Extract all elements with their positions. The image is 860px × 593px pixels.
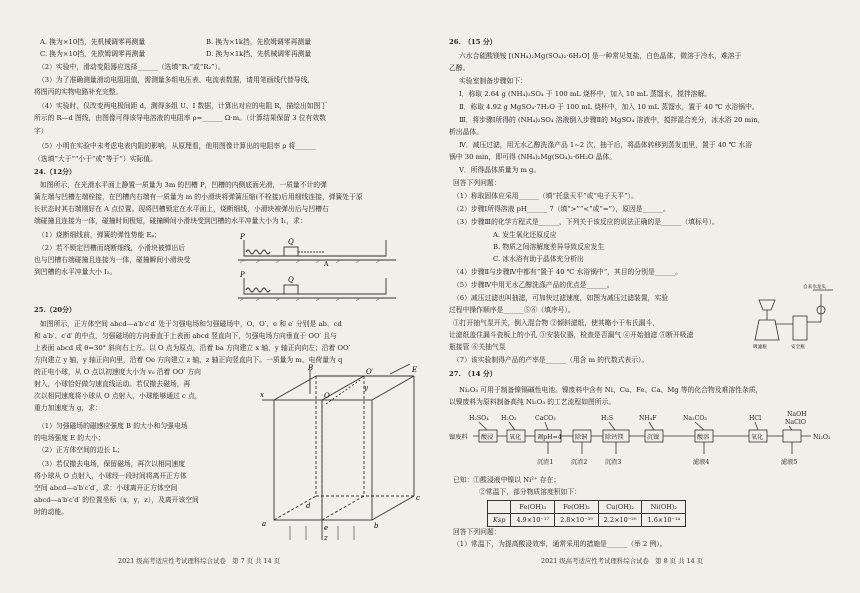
flask-label: 吸滤瓶 xyxy=(753,345,767,350)
q26-part6-steps: 瓶接管 ⑥关抽气泵 xyxy=(449,343,506,351)
ksp-header-cell: Fe(OH)₂ xyxy=(555,501,599,514)
step-raw: 镍废料 xyxy=(449,434,468,441)
filter-apparatus xyxy=(749,280,841,350)
ksp-header-cell: Ni(OH)₂ xyxy=(642,501,686,514)
step-acid-leach: 酸浸 xyxy=(481,434,494,441)
q23-part5b: （选填“大于”“小于”或“等于”）实际值。 xyxy=(34,155,157,163)
label-b: b xyxy=(374,522,379,530)
q26-heading: 26. （15 分） xyxy=(449,38,497,46)
q26-step: Ⅴ．所得晶体质量为 m g。 xyxy=(459,166,541,174)
step-remove-ca-mg: 除钙镁 xyxy=(605,434,624,441)
step-oxidize-2: 氧化 xyxy=(751,434,764,441)
q25-part1: （1）匀强磁场的磁感应强度 B 的大小和匀强电场 xyxy=(38,422,188,430)
bottle-label: 安全瓶 xyxy=(791,345,805,350)
q24-line: 端碰撞且连接为一体，碰撞时间极短，碰撞瞬间小滑块受到凹槽的水平冲量大小为 I₁，求： xyxy=(34,217,307,225)
ksp-header-cell: Fe(OH)₃ xyxy=(511,501,555,514)
q23-part5a: （5）小明在实验中未考虑电表内阻的影响，从原理看，他用图像计算出的电阻率 ρ 将______ xyxy=(38,142,316,150)
q26-part6-steps: 让滤纸盖住漏斗瓷板上的小孔 ③安装仪器，检查是否漏气 ④开始抽滤 ⑤断开吸滤 xyxy=(449,331,694,339)
label-a: a xyxy=(262,520,267,528)
reagent-hcl: HCl xyxy=(749,415,762,422)
q25-part3: abcd—a′b′c′d′ 的位置坐标（x，y，z），及离开该空间 xyxy=(34,496,199,504)
q25-part3: 空间 abcd—a′b′c′d′，求：小球离开正方体空间 xyxy=(34,484,178,492)
q26-part2: （2）步骤Ⅰ所得溶液 pH______ 7（填“>”“<”或“=”），原因是______。 xyxy=(453,205,670,213)
known-2: ②常温下，部分物质溶度积如下： xyxy=(479,488,581,496)
label-p-2: P xyxy=(240,271,245,279)
step-precip-ni: 沉镍 xyxy=(647,434,660,441)
label-o: O xyxy=(324,392,330,400)
q27-line: 以镍废料为原料制备高纯 Ni₂O₃ 的工艺流程如图所示。 xyxy=(449,398,616,406)
step-oxidize: 氧化 xyxy=(509,434,522,441)
label-a: A xyxy=(324,261,329,268)
q26-ask: 回答下列问题： xyxy=(453,179,501,187)
filtrate-4: 滤液4 xyxy=(693,459,710,466)
q26-part7: （7）该实验制得产品的产率是______（用含 m 的代数式表示）。 xyxy=(453,356,649,364)
label-y-axis: y xyxy=(364,384,368,392)
residue-3: 沉渣3 xyxy=(605,459,622,466)
q26-part6-steps: ①打开抽气泵开关，倒入混合物 ②倾斜滤纸，使其略小于布氏漏斗， xyxy=(453,319,660,327)
label-z-axis: z xyxy=(324,534,328,542)
q27-heading: 27. （14 分） xyxy=(449,370,497,378)
q25-line: 重力加速度为 g，求： xyxy=(34,404,102,412)
label-x-axis: x xyxy=(260,391,264,399)
q24-heading: 24.（12分） xyxy=(34,168,76,176)
reagent-nh4f: NH₄F xyxy=(639,415,657,422)
q26-line: 乙醇。 xyxy=(449,64,470,72)
right-footer: 2021 级高考适应性考试理科综合试卷 第 8 页 共 14 页 xyxy=(541,557,704,565)
q26-part3: （3）步骤Ⅲ的化学方程式是______，下列关于该反应的说法正确的是______（填标号）。 xyxy=(453,218,719,226)
q26-step: Ⅱ．称取 4.92 g MgSO₄·7H₂O 于 100 mL 烧杯中，加入 10 mL 蒸馏水，置于 40 ℃ 水浴锅中。 xyxy=(459,103,759,111)
q26-option-b[interactable]: B. 物质之间溶解度差异导致反应发生 xyxy=(493,243,605,251)
groove-figure xyxy=(236,232,406,306)
residue-2: 沉渣2 xyxy=(571,459,588,466)
q26-option-a[interactable]: A. 发生氧化还原反应 xyxy=(493,231,557,239)
ksp-header-row xyxy=(488,501,686,514)
q25-part3: 时的动能。 xyxy=(34,508,68,516)
step-acid-dissolve: 酸溶 xyxy=(697,434,710,441)
q25-heading: 25.（20分） xyxy=(34,306,76,314)
q23-option-a[interactable]: A. 换为×10挡，先机械调零再测量 xyxy=(40,38,146,46)
q24-line: 簧左端与凹槽左端栓接，在凹槽内右端有一质量为 m 的小滑块将弹簧压缩(不栓接)后用细线连接，弹簧处于原 xyxy=(34,193,363,201)
left-footer: 2021 级高考适应性考试理科综合试卷 第 7 页 共 14 页 xyxy=(118,557,281,565)
label-e-field: E xyxy=(412,366,418,374)
step-product: Ni₂O₃ xyxy=(813,434,831,441)
q26-line: 六水合硫酸镁铵 [(NH₄)₂Mg(SO₄)₂·6H₂O] 是一种常见复盐，白色晶体，微溶于冷水，难溶于 xyxy=(459,52,742,60)
q26-step: Ⅲ．将步骤Ⅰ所得的 (NH₄)₂SO₄ 溶液倒入步骤Ⅱ的 MgSO₄ 溶液中，搅拌混合充分，冰水浴 20 min， xyxy=(459,116,765,124)
ksp-header-cell xyxy=(488,501,511,514)
label-d: d xyxy=(306,502,311,510)
label-c: c xyxy=(416,494,420,502)
ksp-value-cell: 2.2×10⁻²⁰ xyxy=(598,514,642,527)
pump-label: 自来水龙头 xyxy=(803,285,826,290)
q26-part4: （4）步骤Ⅱ与步骤Ⅳ中都有“置于 40 ℃ 水浴锅中”，其目的分别是______。 xyxy=(453,268,682,276)
q24-part2: 到凹槽的水平冲量大小 I₂。 xyxy=(34,268,117,276)
label-q: Q xyxy=(288,238,294,246)
q27-part1: （1）常温下，为提高酸浸效率，通常采用的措施是______（举 2 例）。 xyxy=(453,540,667,548)
q23-option-c[interactable]: C. 换为×10挡，先欧姆调零再测量 xyxy=(40,50,146,58)
label-p: P xyxy=(240,233,245,241)
q24-part1: （1）烧断细线前，弹簧的弹性势能 Eₚ； xyxy=(38,231,161,239)
q26-part6: （6）减压过滤也叫抽滤，可加快过滤速度，如图为减压过滤装置，实验 xyxy=(453,294,669,302)
q26-step: Ⅳ．减压过滤，用无水乙醇洗涤产品 1~2 次，抽干后，将晶体转移到蒸发皿里，置于 40 ℃ 水浴 xyxy=(459,141,752,149)
q25-part1: 的电场强度 E 的大小； xyxy=(34,434,105,442)
label-q-2: Q xyxy=(288,276,294,284)
q23-part4a: （4）实验时，仅改变两电极间距 d，测得多组 U、I 数据，计算出对应的电阻 R，描绘出如图丁 xyxy=(38,102,328,110)
q25-part3: 将小球从 O 点射入，小球经一段时间将离开正方体 xyxy=(34,472,187,480)
label-b-field: B xyxy=(308,364,314,372)
q23-option-d[interactable]: D. 换为×1k挡，先机械调零再测量 xyxy=(206,50,312,58)
q26-option-c[interactable]: C. 冰水浴有助于晶体充分析出 xyxy=(493,255,584,263)
q23-option-b[interactable]: B. 换为×1k挡，先欧姆调零再测量 xyxy=(206,38,312,46)
q24-part2: （2）若不锁定凹槽而烧断细线，小滑块被弹出后 xyxy=(38,244,186,252)
ksp-header-cell: Cu(OH)₂ xyxy=(598,501,642,514)
q26-part6: 过程中操作顺序是______⑤⑥（填序号）。 xyxy=(449,306,575,314)
reagent-na2co3: Na₂CO₃ xyxy=(683,415,707,422)
ksp-value-cell: Ksp xyxy=(488,514,511,527)
cube-figure xyxy=(260,364,432,544)
q25-line: 方向建立 y 轴，y 轴正向向里，沿着 Oe 方向建立 z 轴，z 轴正向竖直向下。一质量为 m、电荷量为 q xyxy=(34,356,343,364)
q23-part4b: 所示的 R—d 图线，由图像可得该导电溶液的电阻率 ρ=______ Ω·m。（计算结果保留 3 位有效数 xyxy=(34,114,326,122)
label-e: e xyxy=(324,524,329,532)
q25-line: 和 a′b′、c′d′ 的中点，匀强磁场的方向垂直于上表面 abcd 竖直向下，匀强电场方向垂直于 OO′ 且与 xyxy=(34,332,337,340)
q27-line: Ni₂O₃ 可用于制备镍镉碱性电池。镍废料中含有 Ni、Cu、Fe、Ca、Mg 等的化合物及难溶性杂质， xyxy=(459,386,763,394)
q24-line: 如图所示，在光滑水平面上静置一质量为 3m 的凹槽 P，凹槽的内侧底面光滑，一质量不计的弹 xyxy=(40,181,327,189)
process-flowchart xyxy=(449,410,842,476)
filtrate-5: 滤液5 xyxy=(781,459,798,466)
q23-part3b: 将图丙的实物电路补充完整。 xyxy=(34,88,123,96)
residue-1: 沉渣1 xyxy=(537,459,554,466)
q26-step: Ⅰ．称取 2.64 g (NH₄)₂SO₄ 于 100 mL 烧杯中，加入 10 mL 蒸馏水，搅拌溶解。 xyxy=(459,90,712,98)
ksp-value-cell: 4.9×10⁻¹⁷ xyxy=(511,514,555,527)
q25-line: 的正电小球，从 O 点以初速度大小为 v₀ 沿着 OO′ 方向 xyxy=(34,368,201,376)
q24-line: 长状态时其右端刚好在 A 点位置。现将凹槽锁定在水平面上，烧断细线，小滑块被弹出后与凹槽右 xyxy=(34,205,329,213)
reagent-naclo: NaClO xyxy=(785,419,806,426)
q25-line: 上表面 abcd 成 θ=30° 斜向右上方。以 O 点为原点，沿着 ba 方向建立 x 轴，y 轴正向向左；沿着 OO′ xyxy=(34,344,351,352)
q24-part2: 也与凹槽右端碰撞且连接为一体，碰撞瞬间小滑块受 xyxy=(34,256,191,264)
q25-part2: （2）正方体空间的边长 L； xyxy=(38,446,124,454)
q25-line: 次以相同速度将小球从 O 点射入，小球能够通过 c 点， xyxy=(34,392,202,400)
ksp-value-row xyxy=(488,514,686,527)
q26-part5: （5）步骤Ⅳ中用无水乙醇洗涤产品的优点是______。 xyxy=(453,281,614,289)
q26-line: 实验室制备步骤如下： xyxy=(459,77,527,85)
reagent-naoh: NaOH xyxy=(787,411,807,418)
q23-part2: （2）实验中，滑动变阻器应选择______（选填“R₁”或“R₂”）。 xyxy=(38,63,225,71)
ksp-value-cell: 2.8×10⁻³⁹ xyxy=(555,514,599,527)
q25-line: 射入，小球恰好做匀速直线运动。若仅撤去磁场，再 xyxy=(34,380,191,388)
q23-part4c: 字） xyxy=(34,127,48,135)
q25-part3: （3）若仅撤去电场，保留磁场，再次以相同速度 xyxy=(38,460,186,468)
q26-part1: （1）称取固体应采用______（填“托盘天平”或“电子天平”）。 xyxy=(453,192,638,200)
q26-step: 析出晶体。 xyxy=(449,128,483,136)
reagent-h2s: H₂S xyxy=(601,415,614,422)
q27-ask: 回答下列问题： xyxy=(453,528,501,536)
label-o-prime: O′ xyxy=(366,368,374,376)
known-1: 已知：①酸浸液中镍以 Ni²⁺ 存在； xyxy=(453,476,561,484)
reagent-h2o2: H₂O₂ xyxy=(501,415,517,422)
q25-line: 如图所示，正方体空间 abcd—a′b′c′d′ 处于匀强电场和匀强磁场中，O、O′、e 和 e′ 分别是 ab、cd xyxy=(40,320,342,328)
ksp-table xyxy=(487,500,686,527)
q26-step: 锅中 30 min，即可得 (NH₄)₂Mg(SO₄)₂·6H₂O 晶体。 xyxy=(449,153,617,161)
ksp-value-cell: 1.6×10⁻¹⁴ xyxy=(642,514,686,527)
q23-part3a: （3）为了准确测量滑动电阻阻值，需测量多组电压表、电流表数据，请用笔画线代替导线， xyxy=(38,76,315,84)
reagent-h2so4: H₂SO₄ xyxy=(469,415,489,422)
reagent-caco3: CaCO₃ xyxy=(535,415,556,422)
step-adjust-ph: 调pH=4 xyxy=(537,434,562,441)
step-remove-cu: 除铜 xyxy=(575,434,588,441)
